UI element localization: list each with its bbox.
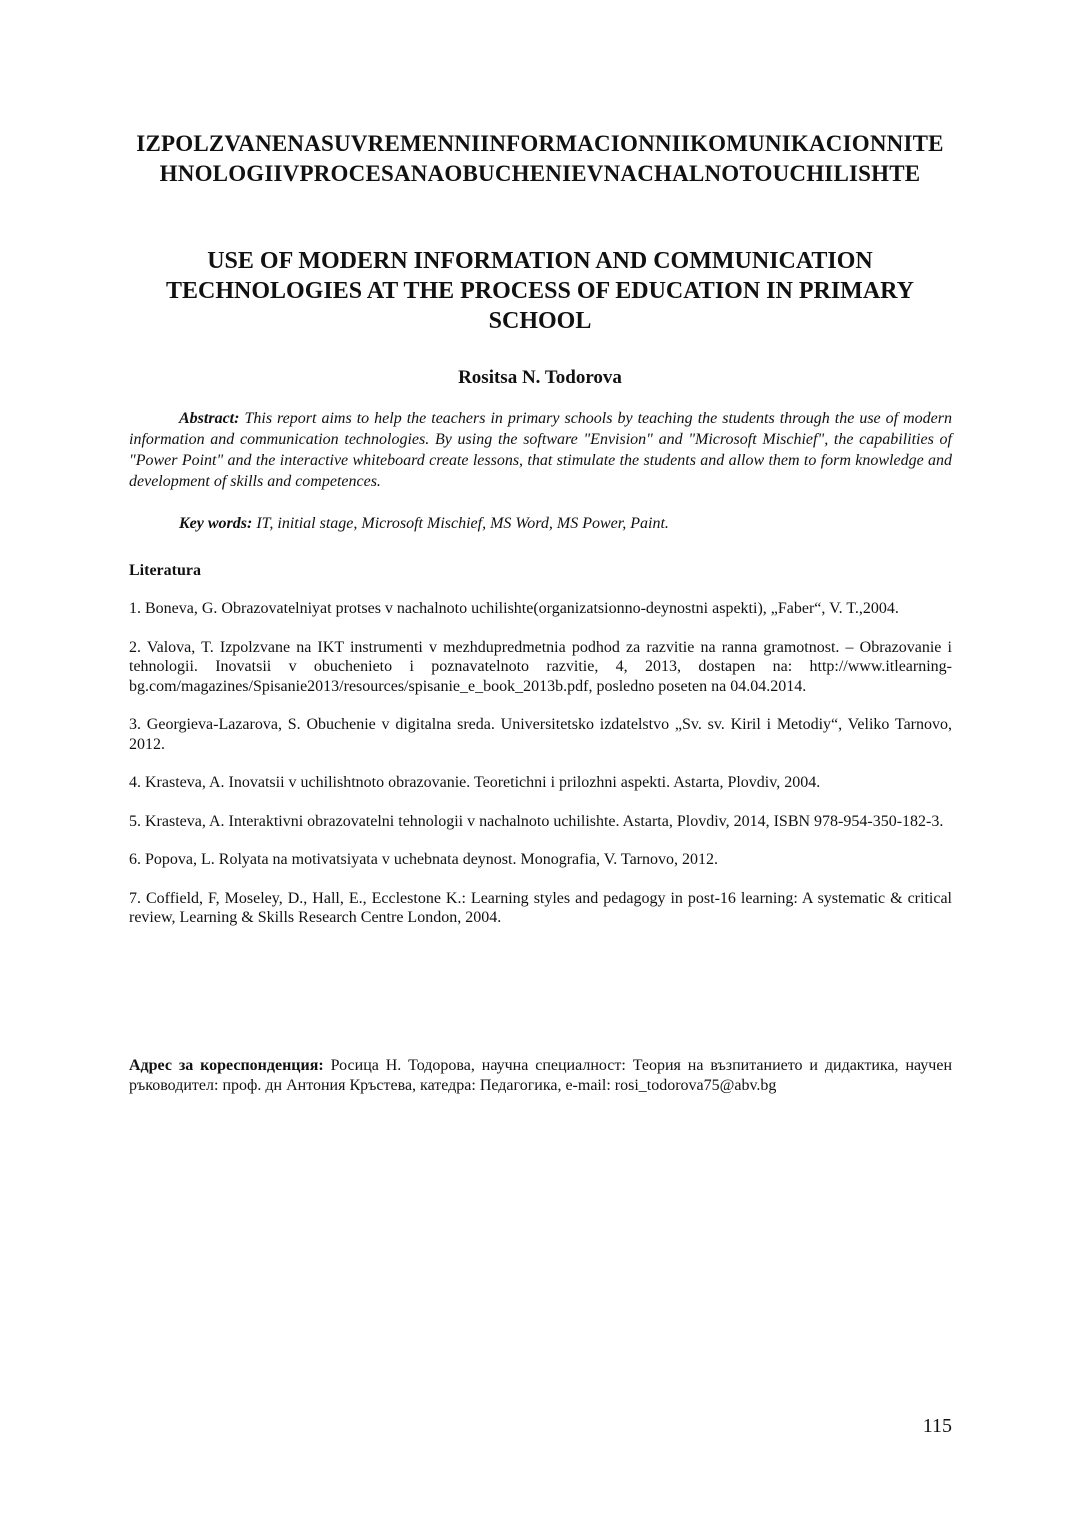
title-english: USE OF MODERN INFORMATION AND COMMUNICATION TECHNOLOGIES AT THE PROCESS OF EDUCATION IN PRIMARY SCHOOL (166, 248, 914, 334)
author-name: Rositsa N. Todorova (458, 367, 622, 388)
keywords-text: IT, initial stage, Microsoft Mischief, MS Word, MS Power, Paint. (256, 515, 669, 532)
address-text: Росица Н. Тодорова, научна специалност: Теория на възпитанието и дидактика, научен ръководител: проф. дн Антония Кръстева, катедра: Педагогика, e-mail: rosi_todorova75@abv.bg (129, 1057, 953, 1094)
reference-item: 5. Krasteva, A. Interaktivni obrazovatelni tehnologii v nachalnoto uchilishte. Astarta, Plovdiv, 2014, ISBN 978-954-350-182-3. (129, 812, 944, 830)
reference-item: 1. Boneva, G. Obrazovatelniyat protses v nachalnoto uchilishte(organizatsionno-deynostni aspekti), „Faber“, V. T.,2004. (129, 600, 899, 617)
abstract-text: This report aims to help the teachers in primary schools by teaching the students through the use of modern information and communication technologies. By using the software "Envision" and "Microsoft Mischief", the capabilities of "Power Point" and the interactive whiteboard create lessons, that stimulate the students and allow them to form knowledge and development of skills and competences. (129, 410, 953, 490)
keywords-label: Key words: (179, 515, 253, 532)
reference-item: 7. Coffield, F, Moseley, D., Hall, E., Ecclestone K.: Learning styles and pedagogy in post-16 learning: A systematic & critical review, Learning & Skills Research Centre London, 2004. (129, 889, 952, 926)
reference-item: 4. Krasteva, A. Inovatsii v uchilishtnoto obrazovanie. Teoretichni i prilozhni aspekti. Astarta, Plovdiv, 2004. (129, 774, 821, 791)
correspondence-address (129, 1056, 952, 1095)
keywords-paragraph (129, 513, 952, 534)
page-number: 115 (922, 1415, 952, 1437)
reference-list (129, 599, 952, 947)
reference-item: 3. Georgieva-Lazarova, S. Obuchenie v digitalna sreda. Universitetsko izdatelstvo „Sv. sv. Kiril i Metodiy“, Veliko Tarnovo, 2012. (129, 716, 952, 753)
abstract-label: Abstract: (179, 410, 240, 427)
reference-item: 6. Popova, L. Rolyata na motivatsiyata v uchebnata deynost. Monografia, V. Tarnovo, 2012. (129, 851, 718, 868)
title-transliterated: IZPOLZVANENASUVREMENNIINFORMACIONNIIKOMUNIKACIONNITEHNOLOGIIVPROCESANAOBUCHENIEVNACHALNOTOUCHILISHTE (136, 131, 944, 186)
abstract-paragraph (129, 408, 952, 492)
literature-heading: Literatura (129, 562, 201, 579)
address-label: Адрес за кореспонденция: (129, 1057, 324, 1074)
reference-item: 2. Valova, T. Izpolzvane na IKT instrumenti v mezhdupredmetnia podhod za razvitie na ranna gramotnost. – Obrazovanie i tehnologii. Inovatsii v obuchenieto i poznavatelnoto razvitie, 4, 2013, dostapen na: http://www.itlearning-bg.com/magazines/Spisanie2013/resources/spisanie_e_book_2013b.pdf, posledno poseten na 04.04.2014. (129, 638, 952, 695)
